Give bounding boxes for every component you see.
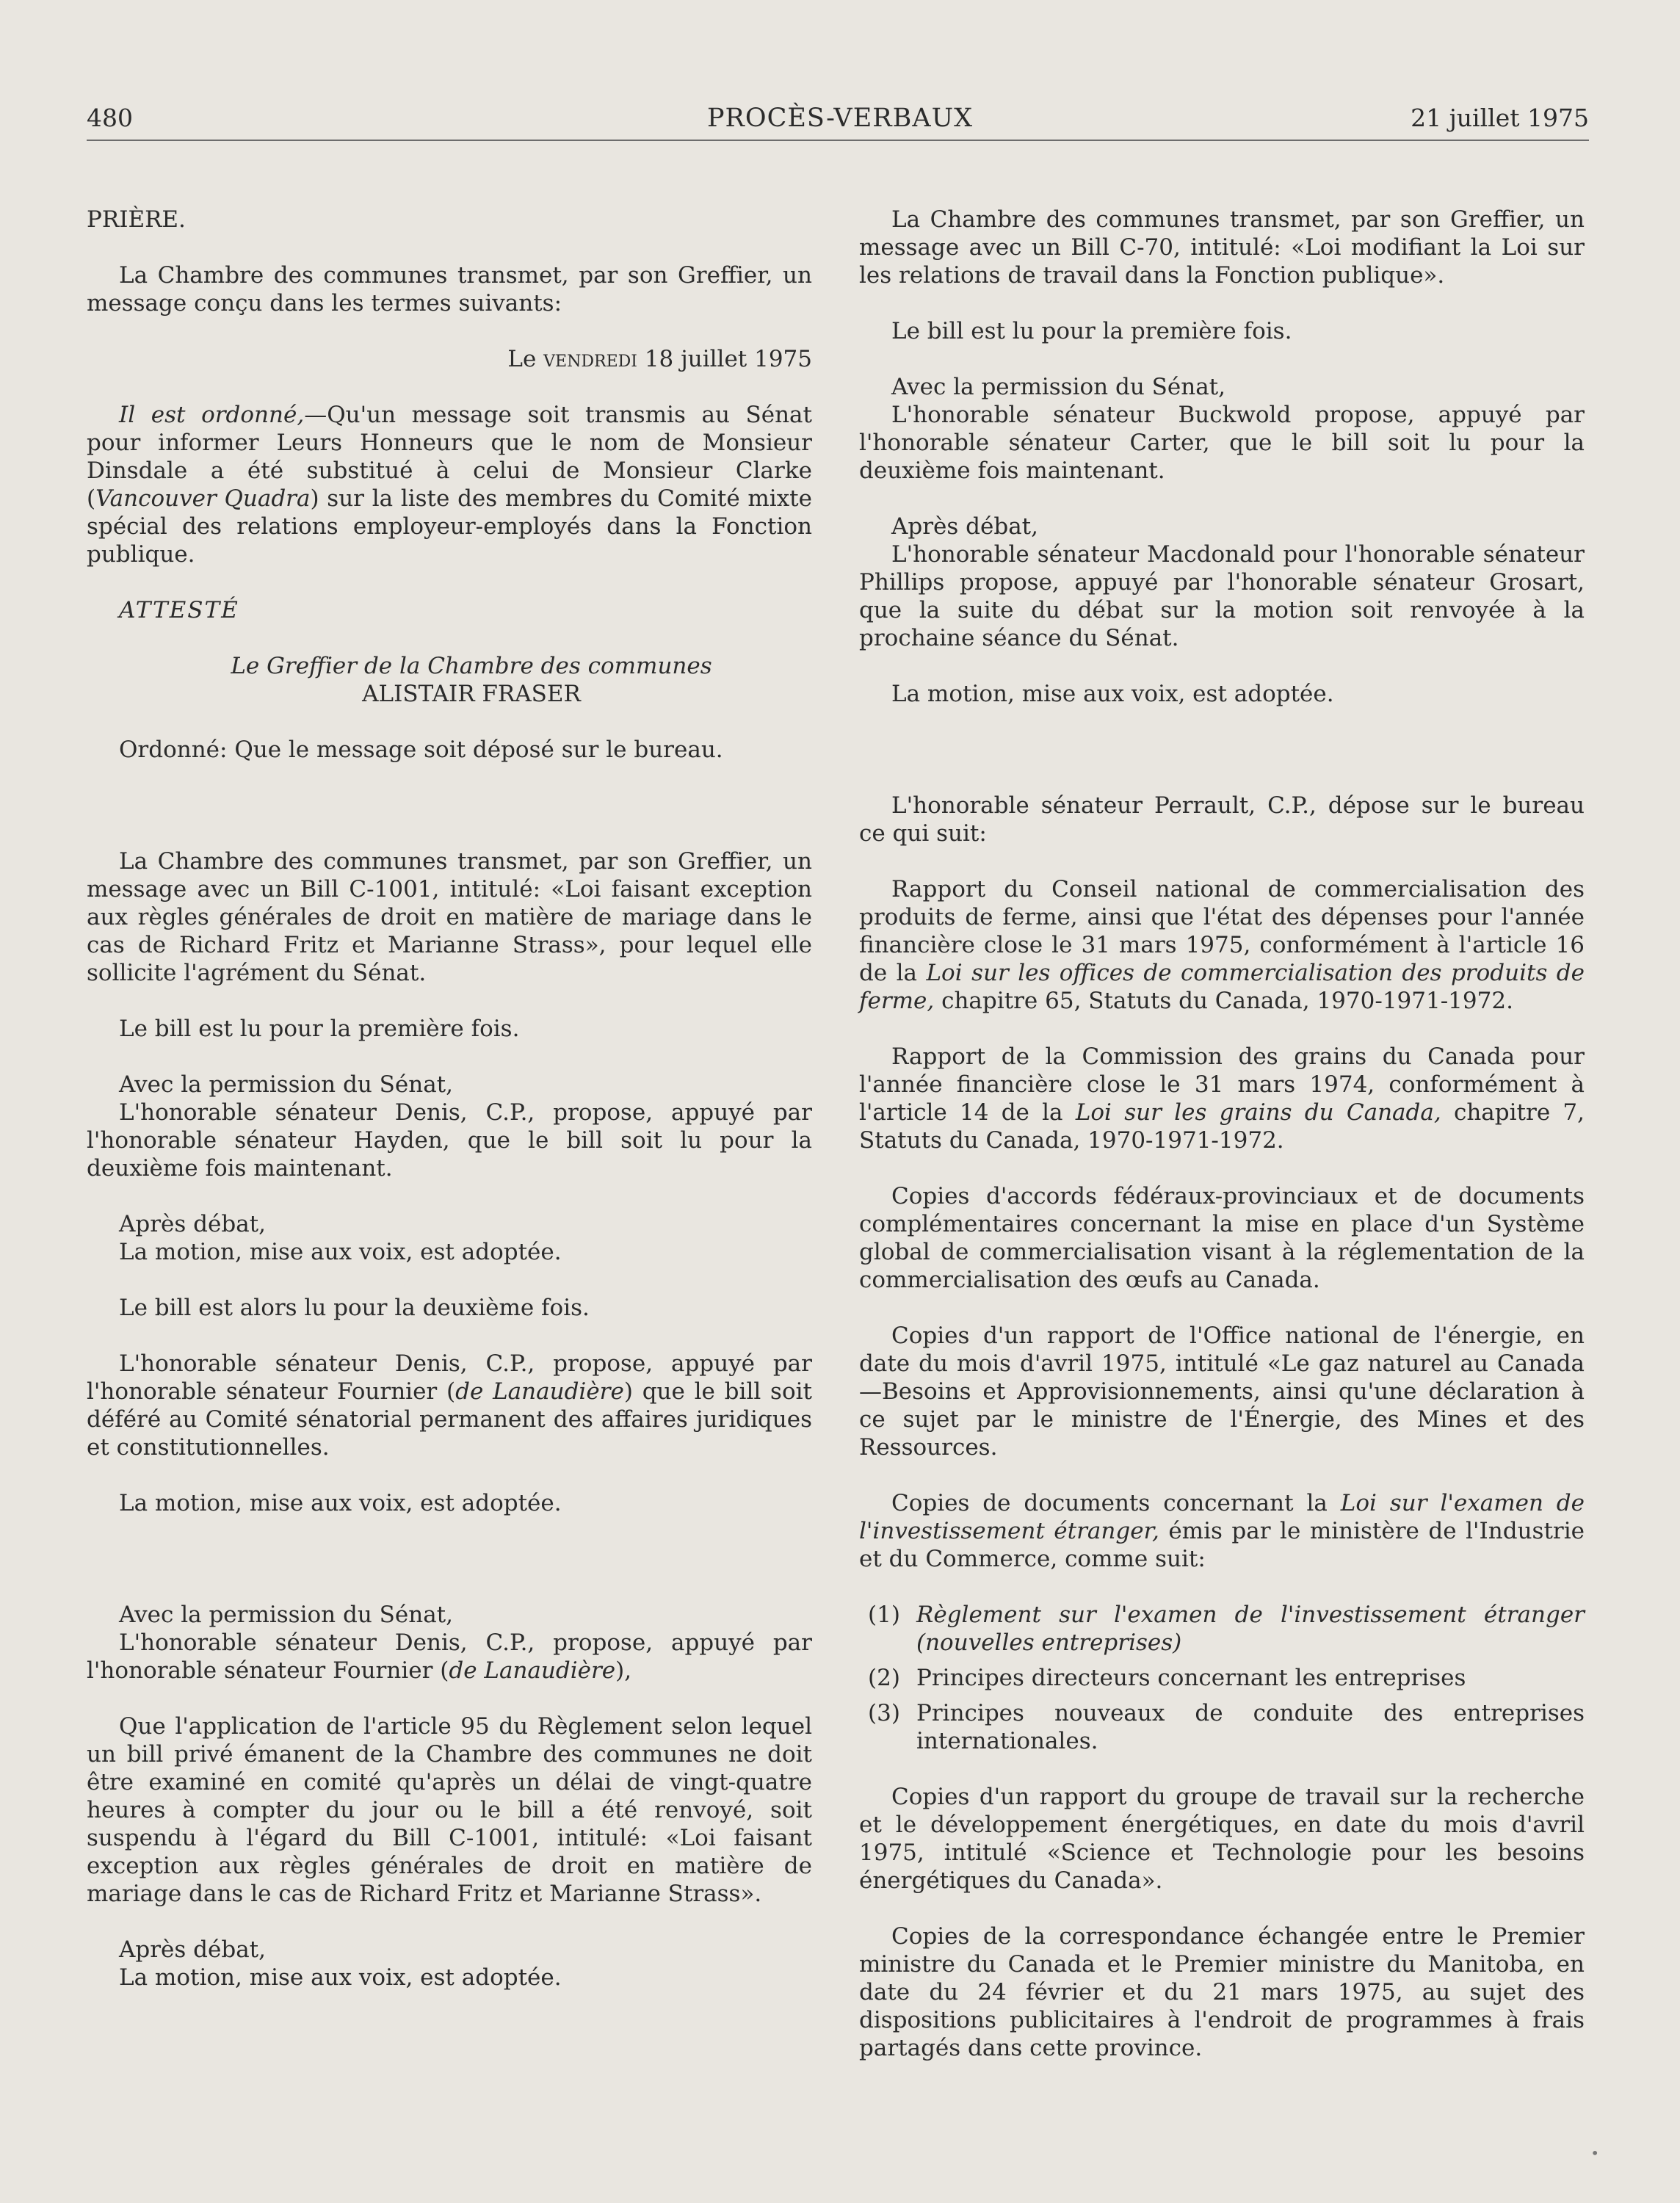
clerk-name: ALISTAIR FRASER bbox=[362, 681, 581, 707]
leave-text: L'honorable sénateur Buckwold propose, appuyé par l'honorable sénateur Carter, que le bill soit lu pour la deuxième fois maintenant. bbox=[859, 402, 1585, 484]
message-intro: La Chambre des communes transmet, par son Greffier, un message conçu dans les termes suivants: bbox=[87, 262, 812, 316]
report-farm-products bbox=[859, 875, 1585, 1015]
attestation: ATTESTÉ bbox=[119, 597, 239, 623]
leave-text-b: ), bbox=[615, 1657, 632, 1684]
debate-line: Après débat, bbox=[119, 1211, 266, 1237]
page-number: 480 bbox=[87, 104, 133, 132]
debate-adjourned bbox=[859, 513, 1585, 652]
first-reading: Le bill est lu pour la première fois. bbox=[891, 318, 1292, 344]
leave-text-a: L'honorable sénateur Denis, C.P., propose, appuyé par l'honorable sénateur Fournier ( bbox=[87, 1629, 812, 1684]
list-item bbox=[859, 1601, 1585, 1657]
report-text-b: chapitre 65, Statuts du Canada, 1970-1971-1972. bbox=[934, 988, 1513, 1014]
riding-name: Vancouver Quadra bbox=[95, 485, 311, 512]
report-text-a: Rapport du Conseil national de commercialisation des produits de ferme, ainsi que l'état des dépenses pour l'année financière close le 31 mars 1975, conformément à l'article 16 de la bbox=[859, 876, 1585, 986]
second-reading: Le bill est alors lu pour la deuxième fois. bbox=[119, 1295, 590, 1321]
left-column bbox=[87, 206, 812, 2019]
report-text-b: chapitre 7, Statuts du Canada, 1970-1971-1972. bbox=[859, 1099, 1585, 1154]
debate-line: Après débat, bbox=[119, 1936, 266, 1963]
leave-line: Avec la permission du Sénat, bbox=[891, 374, 1225, 400]
page-mark: • bbox=[1590, 2144, 1599, 2162]
leave-text: L'honorable sénateur Denis, C.P., propose, appuyé par l'honorable sénateur Hayden, que le bill soit lu pour la deuxième fois maintenant. bbox=[87, 1099, 812, 1182]
copies-foreign-investment bbox=[859, 1489, 1585, 1573]
leave-riding: de Lanaudière bbox=[449, 1657, 616, 1684]
dateline-prefix: Le bbox=[507, 346, 537, 372]
copies-text-a: Copies de documents concernant la bbox=[891, 1490, 1341, 1516]
leave-motion-1 bbox=[87, 1071, 812, 1182]
prayer-heading: PRIÈRE. bbox=[87, 206, 186, 233]
debate-1 bbox=[87, 1210, 812, 1266]
leave-line: Avec la permission du Sénat, bbox=[119, 1071, 453, 1098]
leave-text bbox=[87, 1629, 812, 1685]
dateline-day: vendredi bbox=[543, 346, 637, 372]
copies-text-b: émis par le ministère de l'Industrie et du Commerce, comme suit: bbox=[859, 1518, 1585, 1572]
right-column bbox=[859, 206, 1585, 2090]
list-number: (2) bbox=[868, 1665, 900, 1691]
bill-c1001-message: La Chambre des communes transmet, par son Greffier, un message avec un Bill C-1001, intitulé: «Loi faisant exception aux règles générales de droit en matière de mariage dans le cas de Richard Fritz et Marianne Strass», pour lequel elle sollicite l'agrément du Sénat. bbox=[87, 848, 812, 986]
copies-correspondence: Copies de la correspondance échangée entre le Premier ministre du Canada et le Premier ministre du Manitoba, en date du 24 février et du 21 mars 1975, au sujet des dispositions publicitaires à l'endroit de programmes à frais partagés dans cette province. bbox=[859, 1923, 1585, 2061]
debate-result: La motion, mise aux voix, est adoptée. bbox=[119, 1239, 562, 1265]
list-text: Principes nouveaux de conduite des entreprises internationales. bbox=[916, 1700, 1585, 1754]
dateline-rest: 18 juillet 1975 bbox=[644, 346, 812, 372]
referral-text-b: ) que le bill soit déféré au Comité sénatorial permanent des affaires juridiques et constitutionnelles. bbox=[87, 1378, 812, 1461]
debate-2 bbox=[87, 1936, 812, 1992]
order-text-a: —Qu'un message soit transmis au Sénat pour informer Leurs Honneurs que le nom de Monsieur Dinsdale a été substitué à celui de Monsieur Clarke ( bbox=[87, 402, 812, 512]
first-reading: Le bill est lu pour la première fois. bbox=[119, 1016, 520, 1042]
order-lead: Il est ordonné, bbox=[119, 402, 305, 428]
rule-95-motion: Que l'application de l'article 95 du Règlement selon lequel un bill privé émanent de la Chambre des communes ne doit être examiné en comité qu'après un délai de vingt-quatre heures à compter du jour ou le bill a été renvoyé, soit suspendu à l'égard du Bill C-1001, intitulé: «Loi faisant exception aux règles générales de droit en matière de mariage dans le cas de Richard Fritz et Marianne Strass». bbox=[87, 1713, 812, 1907]
clerk-title: Le Greffier de la Chambre des communes bbox=[231, 653, 712, 679]
header-date: 21 juillet 1975 bbox=[1411, 104, 1589, 132]
investment-documents-list bbox=[859, 1601, 1585, 1755]
list-item bbox=[859, 1699, 1585, 1755]
order-paragraph bbox=[87, 401, 812, 568]
report-act: Loi sur les offices de commercialisation des produits de ferme, bbox=[859, 960, 1585, 1014]
copies-egg-agreements: Copies d'accords fédéraux-provinciaux et de documents complémentaires concernant la mise en place d'un Système global de commercialisation visant à la réglementation de la commercialisation des œufs au Canada. bbox=[859, 1183, 1585, 1293]
report-act: Loi sur les grains du Canada, bbox=[1075, 1099, 1441, 1126]
order-text-b: ) sur la liste des membres du Comité mixte spécial des relations employeur-employés dans la Fonction publique. bbox=[87, 485, 812, 568]
list-text: Principes directeurs concernant les entreprises bbox=[916, 1665, 1466, 1691]
debate-line: Après débat, bbox=[891, 513, 1038, 540]
report-grain-commission bbox=[859, 1043, 1585, 1154]
leave-motion bbox=[859, 373, 1585, 485]
report-text-a: Rapport de la Commission des grains du Canada pour l'année financière close le 31 mars 1974, conformément à l'article 14 de la bbox=[859, 1043, 1585, 1126]
debate-result: La motion, mise aux voix, est adoptée. bbox=[119, 1964, 562, 1991]
list-item bbox=[859, 1664, 1585, 1692]
leave-motion-2 bbox=[87, 1601, 812, 1685]
copies-energy-research: Copies d'un rapport du groupe de travail sur la recherche et le développement énergétiques, en date du mois d'avril 1975, intitulé «Science et Technologie pour les besoins énergétiques du Canada». bbox=[859, 1784, 1585, 1894]
list-number: (1) bbox=[868, 1602, 900, 1628]
header-rule bbox=[87, 140, 1589, 141]
motion-adopted: La motion, mise aux voix, est adoptée. bbox=[119, 1490, 562, 1516]
copies-act: Loi sur l'examen de l'investissement étranger, bbox=[859, 1490, 1585, 1544]
leave-line: Avec la permission du Sénat, bbox=[119, 1602, 453, 1628]
message-dateline bbox=[87, 345, 812, 373]
referral-motion bbox=[87, 1350, 812, 1461]
copies-energy-board: Copies d'un rapport de l'Office national de l'énergie, en date du mois d'avril 1975, intitulé «Le gaz naturel au Canada—Besoins et Approvisionnements, ainsi qu'une déclaration à ce sujet par le ministre de l'Énergie, des Mines et des Ressources. bbox=[859, 1323, 1585, 1461]
tabled-intro: L'honorable sénateur Perrault, C.P., dépose sur le bureau ce qui suit: bbox=[859, 792, 1585, 847]
running-title: PROCÈS-VERBAUX bbox=[706, 104, 974, 133]
ordered-tabled: Ordonné: Que le message soit déposé sur le bureau. bbox=[119, 737, 723, 763]
debate-text: L'honorable sénateur Macdonald pour l'honorable sénateur Phillips propose, appuyé par l'honorable sénateur Grosart, que la suite du débat sur la motion soit renvoyée à la prochaine séance du Sénat. bbox=[859, 541, 1585, 651]
referral-riding: de Lanaudière bbox=[455, 1378, 624, 1405]
list-number: (3) bbox=[868, 1700, 900, 1726]
bill-c70-message: La Chambre des communes transmet, par son Greffier, un message avec un Bill C-70, intitulé: «Loi modifiant la Loi sur les relations de travail dans la Fonction publique». bbox=[859, 206, 1585, 289]
motion-adopted: La motion, mise aux voix, est adoptée. bbox=[891, 681, 1334, 707]
referral-text-a: L'honorable sénateur Denis, C.P., propose, appuyé par l'honorable sénateur Fournier ( bbox=[87, 1350, 812, 1405]
list-text: Règlement sur l'examen de l'investissement étranger (nouvelles entreprises) bbox=[916, 1602, 1585, 1656]
